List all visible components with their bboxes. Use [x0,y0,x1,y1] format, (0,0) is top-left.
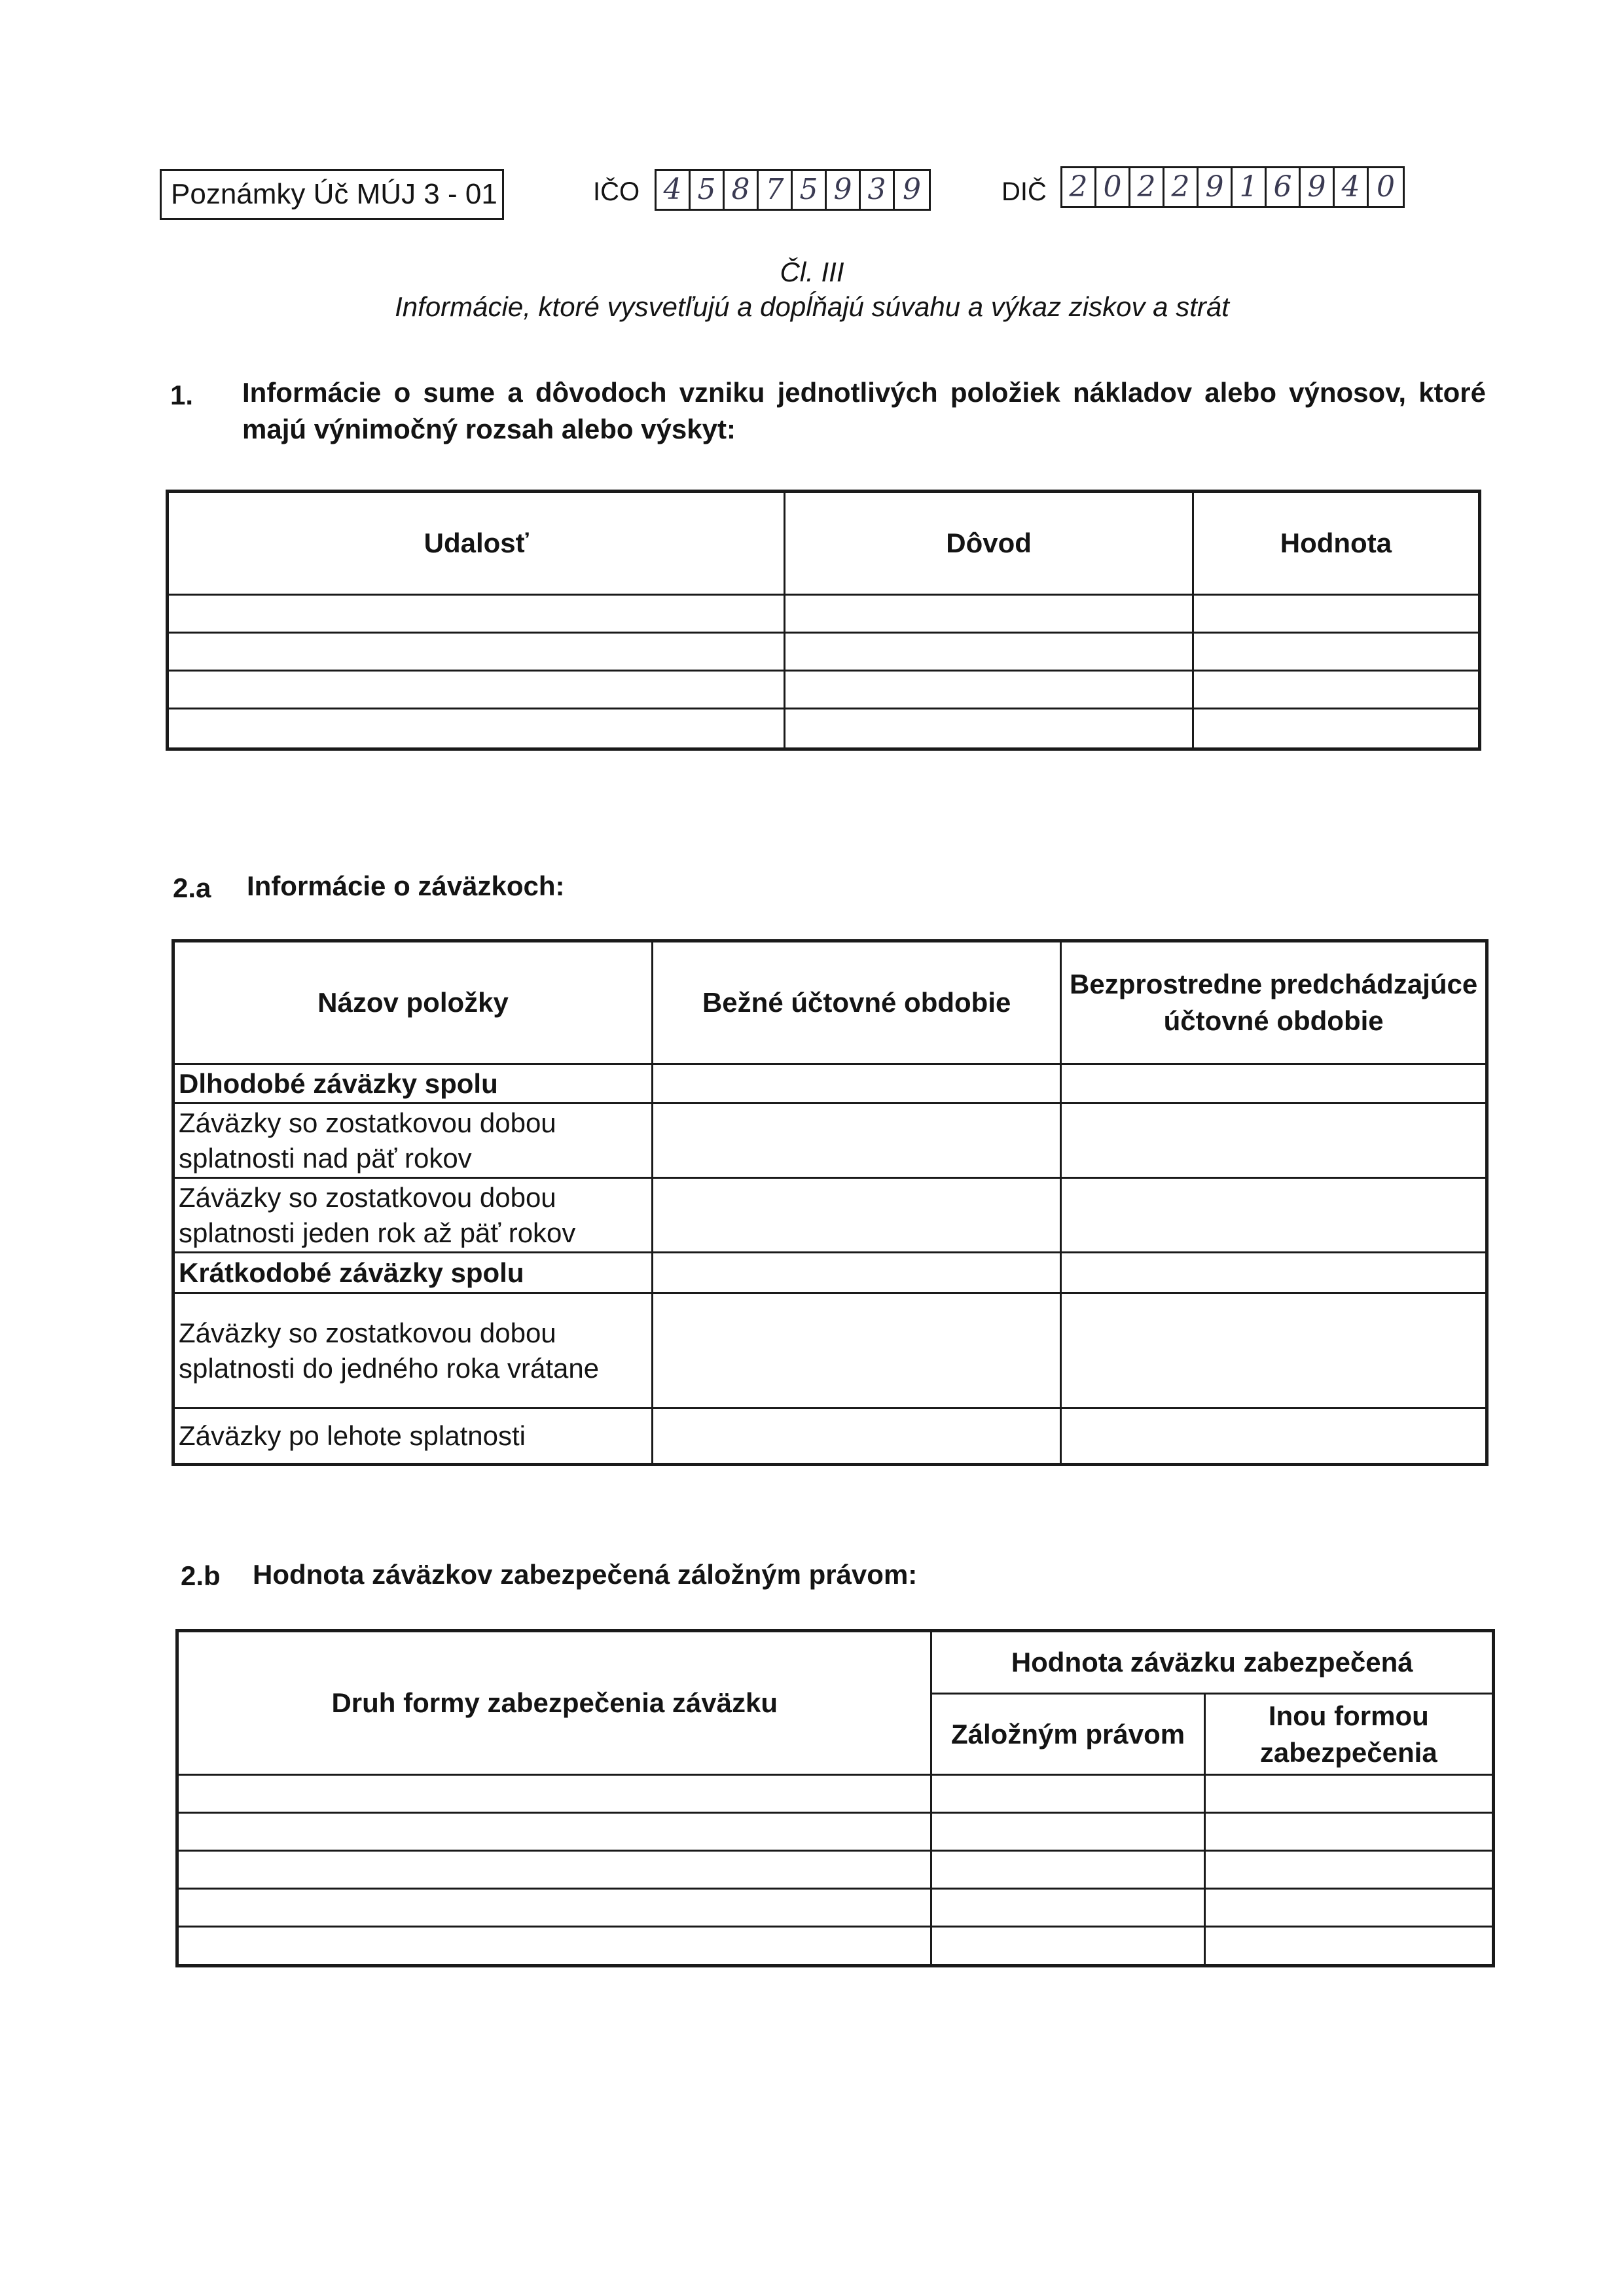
col-druh-zabezpecenia: Druh formy zabezpečenia záväzku [177,1631,931,1775]
cell-input[interactable] [177,1927,931,1966]
article-subtitle: Informácie, ktoré vysvetľujú a dopĺňajú súvahu a výkaz ziskov a strát [395,291,1229,322]
cell-input[interactable] [1193,633,1479,671]
section2b-heading: Hodnota záväzkov zabezpečená záložným právom: [253,1559,918,1590]
cell-input[interactable] [785,595,1193,633]
cell-input[interactable] [931,1927,1204,1966]
row-label: Záväzky so zostatkovou dobou splatnosti nad päť rokov [173,1103,653,1178]
cell-input[interactable] [785,709,1193,749]
row-label: Záväzky so zostatkovou dobou splatnosti do jedného roka vrátane [173,1293,653,1408]
table-row [173,1103,1487,1178]
cell-input[interactable] [168,671,785,709]
row-label: Dlhodobé záväzky spolu [173,1064,653,1103]
section2a-heading: Informácie o záväzkoch: [247,870,565,901]
table-row [168,633,1480,671]
ico-digit: 7 [759,171,793,209]
cell-input[interactable] [1204,1927,1493,1966]
cell-input[interactable] [1193,671,1479,709]
cell-input[interactable] [653,1408,1061,1465]
col-predchadzajuce-obdobie: Bezprostredne predchádzajúce účtovné obdobie [1061,941,1487,1064]
cell-input[interactable] [653,1064,1061,1103]
cell-input[interactable] [785,633,1193,671]
ico-digit: 4 [657,171,691,209]
cell-input[interactable] [653,1253,1061,1293]
table-row [177,1927,1494,1966]
cell-input[interactable] [168,633,785,671]
col-zaloznym-pravom: Záložným právom [931,1694,1204,1775]
cell-input[interactable] [1061,1064,1487,1103]
dic-digit: 9 [1199,168,1233,206]
table-secured-liabilities [175,1629,1495,1967]
table-row [168,671,1480,709]
cell-input[interactable] [931,1851,1204,1889]
col-bezne-obdobie: Bežné účtovné obdobie [653,941,1061,1064]
row-label: Záväzky po lehote splatnosti [173,1408,653,1465]
cell-input[interactable] [1204,1775,1493,1813]
ico-digit: 9 [827,171,861,209]
ico-field[interactable] [655,169,931,211]
cell-input[interactable] [653,1293,1061,1408]
col-dovod: Dôvod [785,492,1193,595]
section2b-number: 2.b [181,1560,221,1591]
ico-label: IČO [593,177,640,206]
cell-input[interactable] [1204,1889,1493,1927]
table-row [168,595,1480,633]
cell-input[interactable] [1061,1293,1487,1408]
cell-input[interactable] [1061,1408,1487,1465]
dic-digit: 6 [1267,168,1301,206]
section2a-number: 2.a [173,872,211,903]
table-unusual-items [166,490,1481,751]
ico-digit: 9 [903,173,921,206]
dic-field[interactable] [1060,166,1405,208]
col-hodnota-zabezpecena: Hodnota záväzku zabezpečená [931,1631,1494,1694]
dic-digit: 1 [1233,168,1267,206]
dic-digit: 2 [1062,168,1096,206]
dic-digit: 2 [1164,168,1199,206]
cell-input[interactable] [177,1813,931,1851]
table-row [168,709,1480,749]
cell-input[interactable] [1193,595,1479,633]
row-label: Záväzky so zostatkovou dobou splatnosti jeden rok až päť rokov [173,1178,653,1253]
cell-input[interactable] [1204,1813,1493,1851]
cell-input[interactable] [931,1889,1204,1927]
col-inou-formou: Inou formou zabezpečenia [1204,1694,1493,1775]
row-label: Krátkodobé záväzky spolu [173,1253,653,1293]
col-nazov-polozky: Názov položky [173,941,653,1064]
cell-input[interactable] [653,1178,1061,1253]
table-row [173,1064,1487,1103]
ico-digit: 8 [725,171,759,209]
cell-input[interactable] [785,671,1193,709]
table-row [173,1178,1487,1253]
cell-input[interactable] [931,1775,1204,1813]
table-row [173,1253,1487,1293]
table-row [177,1851,1494,1889]
ico-digit: 5 [793,171,827,209]
form-code: Poznámky Úč MÚJ 3 - 01 [160,169,504,220]
cell-input[interactable] [1204,1851,1493,1889]
col-udalost: Udalosť [168,492,785,595]
cell-input[interactable] [168,595,785,633]
cell-input[interactable] [931,1813,1204,1851]
cell-input[interactable] [1061,1178,1487,1253]
cell-input[interactable] [1061,1103,1487,1178]
col-hodnota: Hodnota [1193,492,1479,595]
dic-digit: 0 [1096,168,1130,206]
table-row [173,1408,1487,1465]
ico-digit: 5 [691,171,725,209]
table-row [177,1775,1494,1813]
dic-digit: 4 [1335,168,1369,206]
cell-input[interactable] [177,1889,931,1927]
cell-input[interactable] [168,709,785,749]
cell-input[interactable] [1193,709,1479,749]
table-row [177,1813,1494,1851]
dic-digit: 2 [1130,168,1164,206]
table-row [173,1293,1487,1408]
cell-input[interactable] [653,1103,1061,1178]
table-row [177,1889,1494,1927]
dic-digit: 0 [1377,170,1395,204]
ico-digit: 3 [861,171,895,209]
cell-input[interactable] [177,1775,931,1813]
cell-input[interactable] [1061,1253,1487,1293]
section1-heading: Informácie o sume a dôvodoch vzniku jednotlivých položiek nákladov alebo výnosov, ktoré majú výnimočný rozsah alebo výskyt: [242,377,1486,444]
cell-input[interactable] [177,1851,931,1889]
article-number: Čl. III [780,257,844,287]
dic-digit: 9 [1301,168,1335,206]
dic-label: DIČ [1001,177,1047,206]
table-liabilities [171,939,1489,1466]
section1-number: 1. [170,380,194,410]
